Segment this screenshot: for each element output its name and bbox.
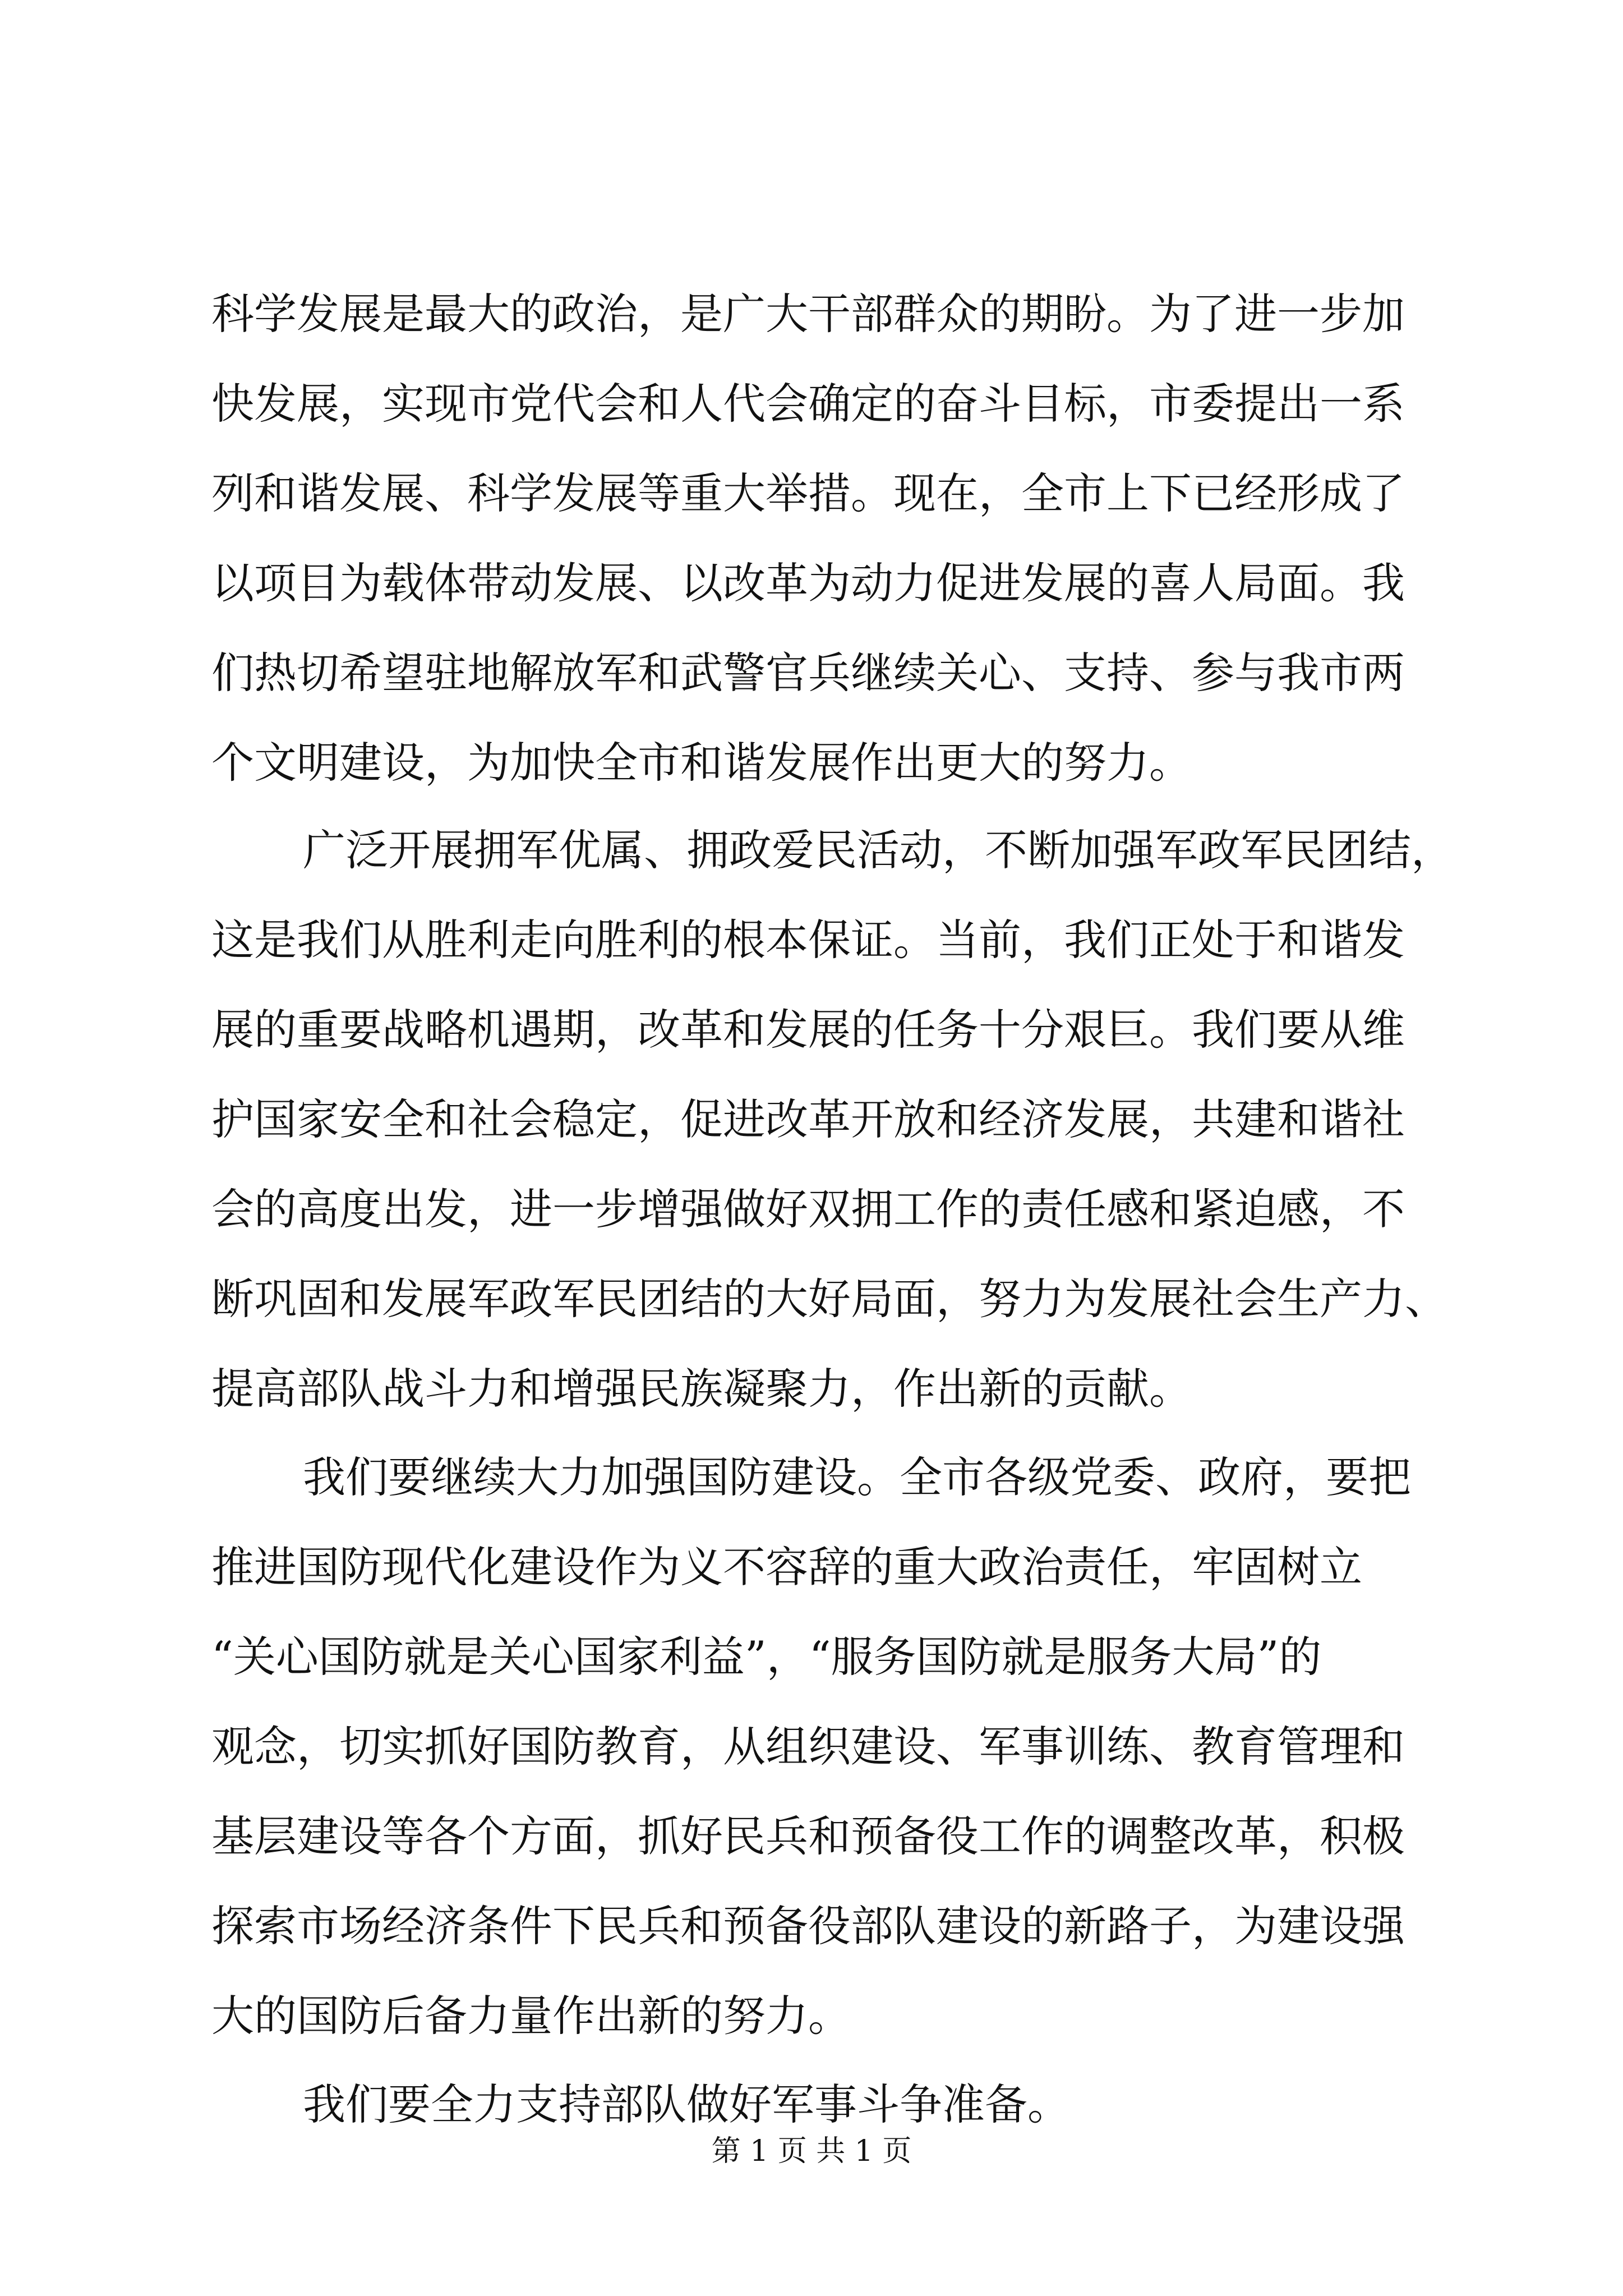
text-line: 这是我们从胜利走向胜利的根本保证。当前，我们正处于和谐发: [211, 915, 1405, 965]
text-line: 科学发展是最大的政治，是广大干部群众的期盼。为了进一步加: [211, 289, 1405, 339]
text-line: 我们要继续大力加强国防建设。全市各级党委、政府，要把: [303, 1452, 1411, 1502]
text-line: 探索市场经济条件下民兵和预备役部队建设的新路子，为建设强: [211, 1901, 1405, 1951]
text-line: 会的高度出发，进一步增强做好双拥工作的责任感和紧迫感，不: [211, 1184, 1405, 1234]
text-line: 个文明建设，为加快全市和谐发展作出更大的努力。: [211, 738, 1192, 788]
text-line: 提高部队战斗力和增强民族凝聚力，作出新的贡献。: [211, 1364, 1192, 1414]
text-line: 列和谐发展、科学发展等重大举措。现在，全市上下已经形成了: [211, 468, 1405, 518]
text-line: 以项目为载体带动发展、以改革为动力促进发展的喜人局面。我: [211, 558, 1405, 608]
text-line: 基层建设等各个方面，抓好民兵和预备役工作的调整改革，积极: [211, 1811, 1405, 1861]
text-line: 护国家安全和社会稳定，促进改革开放和经济发展，共建和谐社: [211, 1094, 1405, 1144]
text-line: 我们要全力支持部队做好军事斗争准备。: [303, 2079, 1070, 2129]
text-line: 观念，切实抓好国防教育，从组织建设、军事训练、教育管理和: [211, 1722, 1405, 1772]
text-line: 大的国防后备力量作出新的努力。: [211, 1991, 851, 2041]
text-line: 快发展，实现市党代会和人代会确定的奋斗目标，市委提出一系: [211, 379, 1405, 429]
text-line: 广泛开展拥军优属、拥政爱民活动，不断加强军政军民团结，: [303, 825, 1454, 875]
text-line: 们热切希望驻地解放军和武警官兵继续关心、支持、参与我市两: [211, 648, 1405, 698]
text-line: 断巩固和发展军政军民团结的大好局面，努力为发展社会生产力、: [211, 1274, 1447, 1324]
page-footer: 第 1 页 共 1 页: [711, 2134, 912, 2168]
text-line: 推进国防现代化建设作为义不容辞的重大政治责任，牢固树立: [211, 1542, 1362, 1592]
text-line: “关心国防就是关心国家利益”，“服务国防就是服务大局”的: [211, 1632, 1322, 1682]
text-line: 展的重要战略机遇期，改革和发展的任务十分艰巨。我们要从维: [211, 1005, 1405, 1055]
